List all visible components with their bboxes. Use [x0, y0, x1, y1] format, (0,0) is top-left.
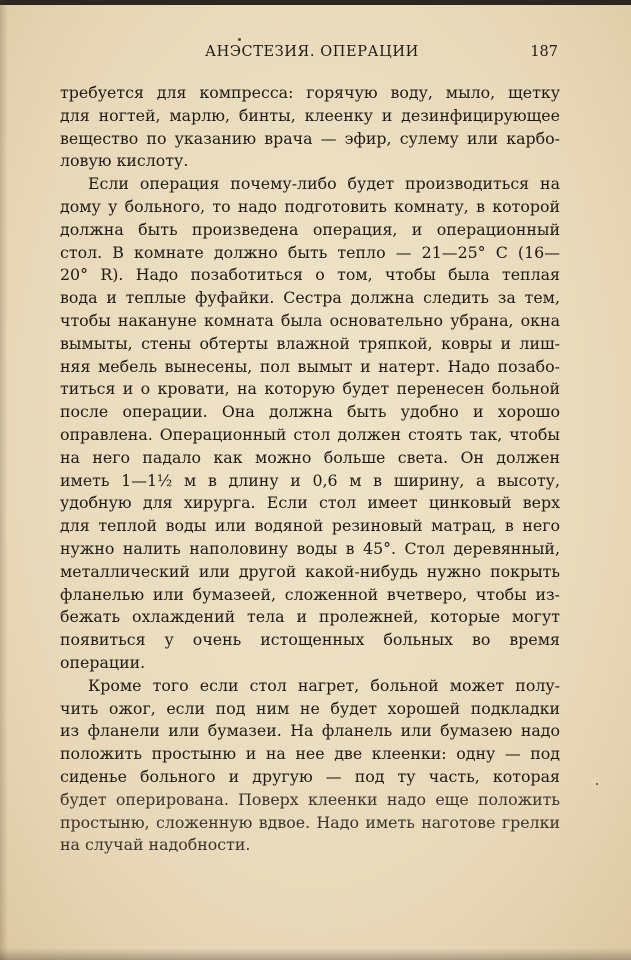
- text-line: операции.: [60, 652, 146, 672]
- text-line: 20° R). Надо позаботиться о том, чтобы была теплая: [60, 265, 560, 285]
- text-line: вода и теплые фуфайки. Сестра должна следить за тем,: [60, 288, 560, 308]
- text-line: Кроме того если стол нагрет, больной может полу-: [88, 675, 560, 695]
- paragraph: [60, 82, 560, 173]
- text-line: дому у больного, то надо подготовить комнату, в которой: [60, 196, 560, 216]
- text-line: Если операция почему-либо будет производиться на: [88, 174, 560, 194]
- text-line: для ногтей, марлю, бинты, клеенку и дезинфицирующее: [60, 105, 560, 125]
- text-line: титься и о кровати, на которую будет перенесен больной: [60, 379, 560, 399]
- text-line: ловую кислоту.: [60, 151, 189, 171]
- text-line: после операции. Она должна быть удобно и хорошо: [60, 402, 560, 422]
- text-line: на случай надобности.: [60, 835, 251, 855]
- text-line: бежать охлаждений тела и пролежней, которые могут: [60, 607, 560, 627]
- text-line: няя мебель вынесены, пол вымыт и натерт. Надо позабо-: [60, 356, 560, 376]
- page-left-shadow: [0, 0, 8, 960]
- text-line: для теплой воды или водяной резиновый матрац, в него: [60, 516, 560, 536]
- text-line: вещество по указанию врача — эфир, сулему или карбо-: [60, 128, 560, 148]
- text-line: оправлена. Операционный стол должен стоять так, чтобы: [60, 424, 560, 444]
- page-top-edge: [0, 0, 631, 5]
- text-line: стол. В комнате должно быть тепло — 21—25° С (16—: [60, 242, 560, 262]
- running-head: АНЭСТЕЗИЯ. ОПЕРАЦИИ: [205, 44, 419, 60]
- ink-speck: [238, 38, 241, 41]
- text-line: чтобы накануне комната была основательно убрана, окна: [60, 310, 560, 330]
- text-line: простыню, сложенную вдвое. Надо иметь наготове грелки: [60, 812, 560, 832]
- text-line: положить простыню и на нее две клеенки: одну — под: [60, 744, 560, 764]
- text-line: чить ожог, если под ним не будет хорошей подкладки: [60, 698, 560, 718]
- page-bottom-shadow: [0, 948, 631, 960]
- body-text: [60, 82, 560, 857]
- text-line: фланелью или бумазеей, сложенной вчетверо, чтобы из-: [60, 584, 560, 604]
- text-line: нужно налить наполовину воды в 45°. Стол деревянный,: [60, 538, 560, 558]
- text-line: вымыты, стены обтерты влажной тряпкой, ковры и лиш-: [60, 333, 560, 353]
- text-line: удобную для хирурга. Если стол имеет цинковый верх: [60, 493, 560, 513]
- paragraph: [60, 173, 560, 675]
- paragraph: [60, 675, 560, 857]
- ink-speck: [596, 783, 598, 785]
- text-line: должна быть произведена операция, и операционный: [60, 219, 560, 239]
- text-line: будет оперирована. Поверх клеенки надо еще положить: [60, 789, 560, 809]
- text-line: требуется для компресса: горячую воду, мыло, щетку: [60, 83, 560, 102]
- page-number: 187: [530, 44, 558, 60]
- page-header: [60, 44, 560, 66]
- text-line: появиться у очень истощенных больных во время: [60, 630, 560, 650]
- text-line: сиденье больного и другую — под ту часть, которая: [60, 766, 560, 786]
- text-line: на него падало как можно больше света. Он должен: [60, 447, 560, 467]
- text-line: из фланели или бумазеи. На фланель или бумазею надо: [60, 721, 560, 741]
- text-line: иметь 1—1½ м в длину и 0,6 м в ширину, а высоту,: [60, 470, 560, 490]
- text-line: металлический или другой какой-нибудь нужно покрыть: [60, 561, 560, 581]
